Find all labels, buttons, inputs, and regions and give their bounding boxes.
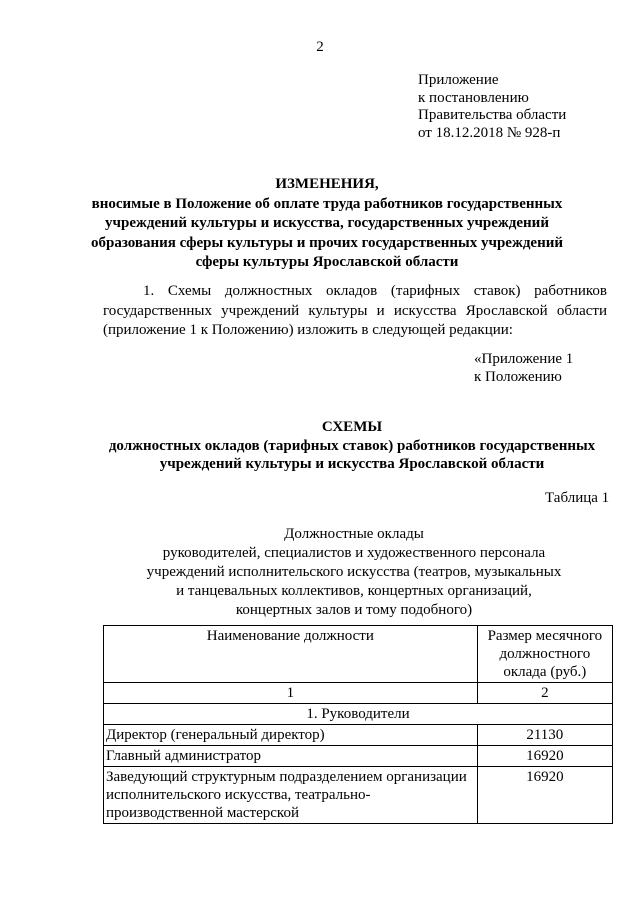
header-salary: Размер месячного должностного оклада (руб.) (477, 626, 612, 683)
position-name: Директор (генеральный директор) (104, 725, 478, 746)
salary-value: 16920 (477, 767, 612, 824)
appendix-block (418, 72, 566, 142)
column-number: 1 (104, 683, 478, 704)
caption-line: учреждений исполнительского искусства (театров, музыкальных (146, 564, 562, 580)
appendix-line: к постановлению (418, 89, 529, 106)
appendix-1-line: «Приложение 1 (474, 351, 574, 367)
schemes-title (80, 418, 624, 474)
position-name: Заведующий структурным подразделением организации исполнительского искусства, театрально-производственной мастерской (104, 767, 478, 824)
table-caption (100, 525, 608, 620)
section-title: 1. Руководители (104, 704, 613, 725)
schemes-line: должностных окладов (тарифных ставок) работников государственных (108, 437, 596, 454)
caption-line: руководителей, специалистов и художественного персонала (162, 545, 546, 561)
document-title (80, 175, 574, 273)
salary-value: 16920 (477, 746, 612, 767)
header-position-name: Наименование должности (104, 626, 478, 683)
body-paragraph: 1. Схемы должностных окладов (тарифных ставок) работников государственных учреждений культуры и искусства Ярославской области (приложение 1 к Положению) изложить в следующей редакции: (103, 283, 607, 338)
caption-line: Должностные оклады (284, 526, 424, 542)
salary-value: 21130 (477, 725, 612, 746)
table-column-numbers-row (104, 683, 613, 704)
title-line: учреждений культуры и искусства, государственных учреждений (105, 215, 549, 231)
appendix-1-line: к Положению (474, 368, 562, 385)
column-number: 2 (477, 683, 612, 704)
caption-line: и танцевальных коллективов, концертных организаций, (176, 583, 532, 599)
appendix-line: от 18.12.2018 № 928-п (418, 124, 561, 141)
salary-table (103, 625, 613, 824)
appendix-line: Правительства области (418, 107, 567, 123)
table-row (104, 725, 613, 746)
position-name: Главный администратор (104, 746, 478, 767)
appendix-1-block (474, 351, 573, 386)
title-line: сферы культуры Ярославской области (195, 254, 459, 270)
table-row (104, 746, 613, 767)
table-row (104, 767, 613, 824)
appendix-line: Приложение (418, 72, 499, 88)
table-header-row (104, 626, 613, 683)
page-number: 2 (316, 39, 324, 55)
title-line: образования сферы культуры и прочих государственных учреждений (90, 234, 564, 251)
table-section-row (104, 704, 613, 725)
title-line: вносимые в Положение об оплате труда работников государственных (91, 195, 563, 212)
schemes-heading: СХЕМЫ (321, 419, 383, 435)
schemes-line: учреждений культуры и искусства Ярославской области (159, 456, 545, 472)
title-heading: ИЗМЕНЕНИЯ, (275, 176, 379, 192)
table-label: Таблица 1 (545, 490, 610, 506)
caption-line: концертных залов и тому подобного) (235, 602, 473, 618)
